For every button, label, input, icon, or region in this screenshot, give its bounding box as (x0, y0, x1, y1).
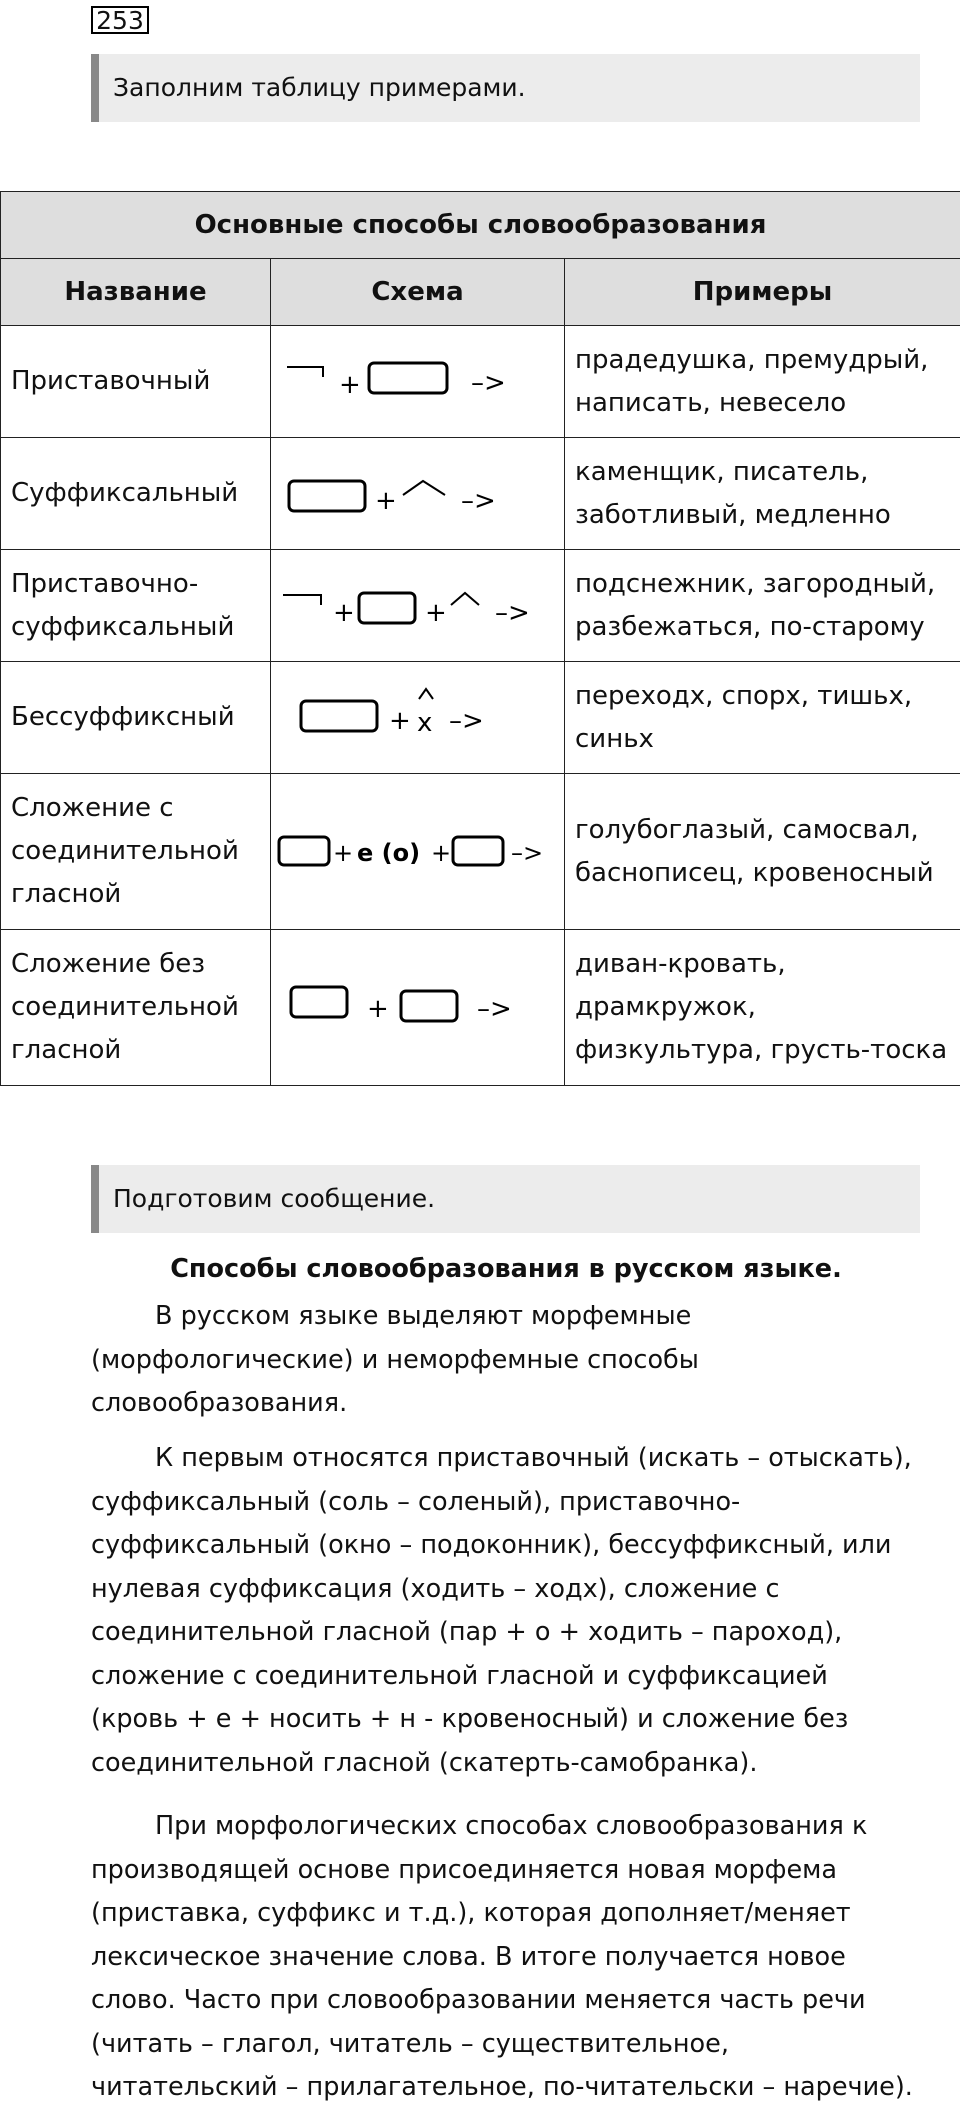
table-row (1, 438, 960, 550)
svg-text:+: + (339, 370, 361, 400)
row-name: Суффиксальный (1, 438, 271, 550)
table-title: Основные способы словообразования (1, 192, 960, 259)
task-banner-prepare-message: Подготовим сообщение. (91, 1165, 920, 1233)
row-examples: диван-кровать, драмкружок, физкультура, грусть-тоска (565, 930, 960, 1086)
scheme-compound (271, 930, 565, 1086)
svg-text:–>: –> (477, 994, 512, 1024)
scheme-prefix-suffix (271, 550, 565, 662)
row-examples: голубоглазый, самосвал, баснописец, кровеносный (565, 774, 960, 930)
scheme-zero-suffix (271, 662, 565, 774)
table-row (1, 662, 960, 774)
svg-text:+: + (431, 839, 451, 867)
svg-text:+: + (389, 706, 411, 736)
svg-text:+: + (367, 994, 389, 1024)
row-examples: прадедушка, премудрый, написать, невесело (565, 326, 960, 438)
header-name: Название (1, 259, 271, 326)
exercise-number: 253 (91, 6, 149, 34)
svg-text:е (о): е (о) (357, 839, 420, 867)
scheme-compound-vowel (271, 774, 565, 930)
compound-scheme-diagram (271, 931, 565, 1085)
table-row (1, 774, 960, 930)
table-row (1, 930, 960, 1086)
svg-text:+: + (425, 598, 447, 628)
table-row (1, 550, 960, 662)
svg-text:х: х (417, 708, 432, 738)
row-name: Приставочно-суффиксальный (1, 550, 271, 662)
row-examples: каменщик, писатель, заботливый, медленно (565, 438, 960, 550)
svg-text:+: + (375, 486, 397, 516)
row-examples: подснежник, загородный, разбежаться, по-старому (565, 550, 960, 662)
svg-text:–>: –> (471, 368, 506, 398)
task-banner-fill-table: Заполним таблицу примерами. (91, 54, 920, 122)
scheme-prefix (271, 326, 565, 438)
table-row (1, 326, 960, 438)
word-formation-table (0, 191, 960, 1086)
scheme-suffix (271, 438, 565, 550)
header-examples: Примеры (565, 259, 960, 326)
suffix-scheme-diagram (271, 439, 565, 549)
row-name: Сложение с соединительной гласной (1, 774, 271, 930)
message-title: Способы словообразования в русском языке. (91, 1248, 921, 1292)
svg-text:+: + (333, 598, 355, 628)
message-paragraph-3: При морфологических способах словообразования к производящей основе присоединяется новая морфема (приставка, суффикс и т.д.), которая дополняет/меняет лексическое значение слова. В итоге получается новое слово. Часто при словообразовании меняется часть речи (читать – глагол, читатель – существительное, читательский – прилагательное, по-читательски – наречие). (91, 1805, 921, 2110)
svg-text:–>: –> (461, 486, 496, 516)
row-name: Сложение без соединительной гласной (1, 930, 271, 1086)
zero-suffix-scheme-diagram (271, 663, 565, 773)
compound-vowel-scheme-diagram (271, 775, 565, 929)
svg-text:+: + (333, 839, 353, 867)
svg-text:–>: –> (495, 598, 530, 628)
svg-text:–>: –> (511, 839, 543, 867)
svg-text:–>: –> (449, 706, 484, 736)
row-name: Приставочный (1, 326, 271, 438)
prefix-suffix-scheme-diagram (271, 551, 565, 661)
message-paragraph-2: К первым относятся приставочный (искать – отыскать), суффиксальный (соль – соленый), приставочно-суффиксальный (окно – подоконник), бессуффиксный, или нулевая суффиксация (ходить – ходх), сложение с соединительной гласной (пар + о + ходить – пароход), сложение с соединительной гласной и суффиксацией (кровь + е + носить + н - кровеносный) и сложение без соединительной гласной (скатерть-самобранка). (91, 1437, 921, 1785)
header-scheme: Схема (271, 259, 565, 326)
prefix-scheme-diagram (271, 327, 565, 437)
row-examples: переходх, спорх, тишьх, синьх (565, 662, 960, 774)
message-paragraph-1: В русском языке выделяют морфемные (морфологические) и неморфемные способы словообразования. (91, 1295, 921, 1426)
row-name: Бессуффиксный (1, 662, 271, 774)
